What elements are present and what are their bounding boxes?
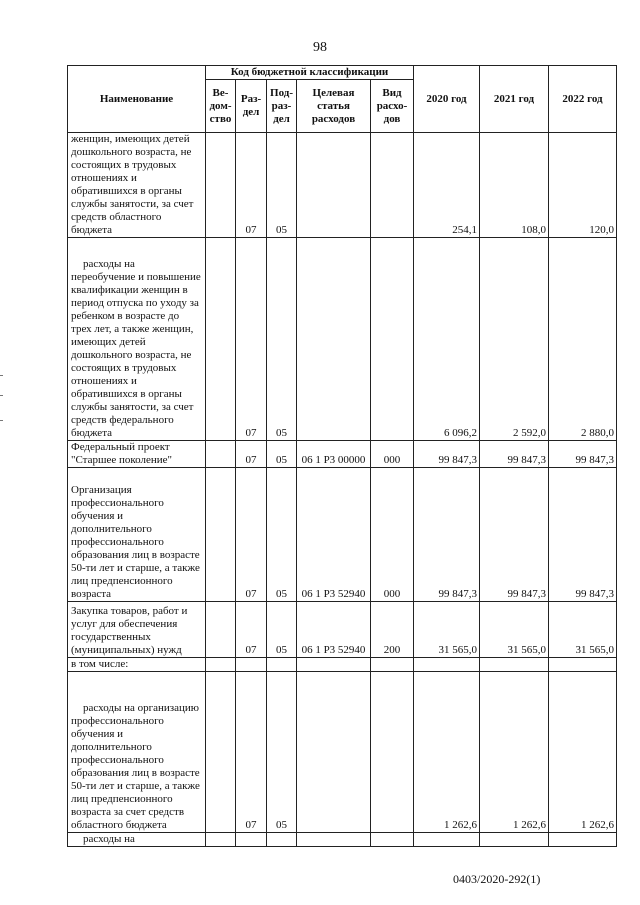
cell-vedomstvo — [206, 602, 236, 658]
cell-2022: 1 262,6 — [549, 672, 617, 833]
cell-podrazdel: 05 — [267, 602, 297, 658]
cell-razdel: 07 — [236, 468, 267, 602]
header-budget-code-group: Код бюджетной классификации — [206, 66, 414, 80]
table-row — [68, 441, 617, 468]
cell-podrazdel: 05 — [267, 133, 297, 238]
row-name: женщин, имеющих детей дошкольного возраста, не состоящих в трудовых отношениях и обратившихся в органы службы занятости, за счет средств областного бюджета — [68, 133, 206, 238]
cell-razdel — [236, 658, 267, 672]
header-name: Наименование — [68, 66, 206, 133]
cell-razdel: 07 — [236, 133, 267, 238]
header-vedomstvo: Ве- дом- ство — [206, 80, 236, 133]
cell-vedomstvo — [206, 468, 236, 602]
document-code: 0403/2020-292(1) — [453, 872, 541, 886]
cell-vedomstvo — [206, 238, 236, 441]
row-name: расходы на — [68, 833, 206, 847]
cell-2020: 6 096,2 — [414, 238, 480, 441]
scan-mark — [0, 375, 3, 376]
cell-2022: 2 880,0 — [549, 238, 617, 441]
cell-2021: 1 262,6 — [480, 672, 549, 833]
cell-vid — [371, 238, 414, 441]
cell-vid — [371, 833, 414, 847]
row-name: Федеральный проект "Старшее поколение" — [68, 441, 206, 468]
cell-razdel — [236, 833, 267, 847]
scan-mark — [0, 395, 3, 396]
header-year-2022: 2022 год — [549, 66, 617, 133]
cell-vid — [371, 658, 414, 672]
cell-podrazdel: 05 — [267, 441, 297, 468]
cell-podrazdel — [267, 833, 297, 847]
cell-2021: 2 592,0 — [480, 238, 549, 441]
cell-podrazdel — [267, 658, 297, 672]
cell-vid: 200 — [371, 602, 414, 658]
cell-vedomstvo — [206, 133, 236, 238]
cell-vedomstvo — [206, 441, 236, 468]
cell-2020: 1 262,6 — [414, 672, 480, 833]
table-row — [68, 658, 617, 672]
cell-razdel: 07 — [236, 602, 267, 658]
cell-vedomstvo — [206, 658, 236, 672]
header-year-2021: 2021 год — [480, 66, 549, 133]
row-name: расходы на организацию профессионального обучения и дополнительного профессионального образования лиц в возрасте 50-ти лет и старше, а также лиц предпенсионного возраста за счет средств областного бюджета — [68, 672, 206, 833]
cell-2020: 99 847,3 — [414, 468, 480, 602]
cell-2020 — [414, 658, 480, 672]
cell-vid: 000 — [371, 441, 414, 468]
cell-2022: 99 847,3 — [549, 468, 617, 602]
cell-razdel: 07 — [236, 441, 267, 468]
scan-mark — [0, 420, 3, 421]
cell-celevaya: 06 1 P3 00000 — [297, 441, 371, 468]
cell-2022 — [549, 833, 617, 847]
table-row — [68, 602, 617, 658]
budget-table — [67, 65, 617, 847]
cell-2021: 108,0 — [480, 133, 549, 238]
header-year-2020: 2020 год — [414, 66, 480, 133]
page-number: 98 — [313, 40, 327, 55]
cell-2022: 99 847,3 — [549, 441, 617, 468]
header-podrazdel: Под- раз- дел — [267, 80, 297, 133]
header-celevaya: Целевая статья расходов — [297, 80, 371, 133]
cell-2021 — [480, 658, 549, 672]
cell-celevaya — [297, 133, 371, 238]
table-row — [68, 833, 617, 847]
cell-razdel: 07 — [236, 238, 267, 441]
cell-vedomstvo — [206, 672, 236, 833]
cell-celevaya: 06 1 P3 52940 — [297, 468, 371, 602]
row-name: в том числе: — [68, 658, 206, 672]
table-row — [68, 672, 617, 833]
cell-2021: 99 847,3 — [480, 468, 549, 602]
table-row — [68, 468, 617, 602]
cell-2020: 254,1 — [414, 133, 480, 238]
cell-celevaya — [297, 658, 371, 672]
cell-2020: 31 565,0 — [414, 602, 480, 658]
cell-2021: 31 565,0 — [480, 602, 549, 658]
cell-celevaya — [297, 833, 371, 847]
row-name: расходы на переобучение и повышение квалификации женщин в период отпуска по уходу за ребенком в возрасте до трех лет, а также женщин, имеющих детей дошкольного возраста, не состоящих в трудовых отношениях и обратившихся в органы службы занятости, за счет средств федерального бюджета — [68, 238, 206, 441]
cell-celevaya — [297, 238, 371, 441]
cell-celevaya: 06 1 P3 52940 — [297, 602, 371, 658]
cell-podrazdel: 05 — [267, 468, 297, 602]
cell-2021: 99 847,3 — [480, 441, 549, 468]
cell-podrazdel: 05 — [267, 672, 297, 833]
table-row — [68, 238, 617, 441]
cell-2022 — [549, 658, 617, 672]
row-name: Организация профессионального обучения и дополнительного профессионального образования лиц в возрасте 50-ти лет и старше, а также лиц предпенсионного возраста — [68, 468, 206, 602]
cell-2020: 99 847,3 — [414, 441, 480, 468]
header-razdel: Раз- дел — [236, 80, 267, 133]
cell-2020 — [414, 833, 480, 847]
row-name: Закупка товаров, работ и услуг для обеспечения государственных (муниципальных) нужд — [68, 602, 206, 658]
cell-podrazdel: 05 — [267, 238, 297, 441]
cell-vid — [371, 672, 414, 833]
cell-celevaya — [297, 672, 371, 833]
cell-vid — [371, 133, 414, 238]
cell-razdel: 07 — [236, 672, 267, 833]
header-vid: Вид расхо- дов — [371, 80, 414, 133]
cell-2022: 31 565,0 — [549, 602, 617, 658]
cell-2022: 120,0 — [549, 133, 617, 238]
table-row — [68, 133, 617, 238]
cell-vedomstvo — [206, 833, 236, 847]
cell-2021 — [480, 833, 549, 847]
cell-vid: 000 — [371, 468, 414, 602]
